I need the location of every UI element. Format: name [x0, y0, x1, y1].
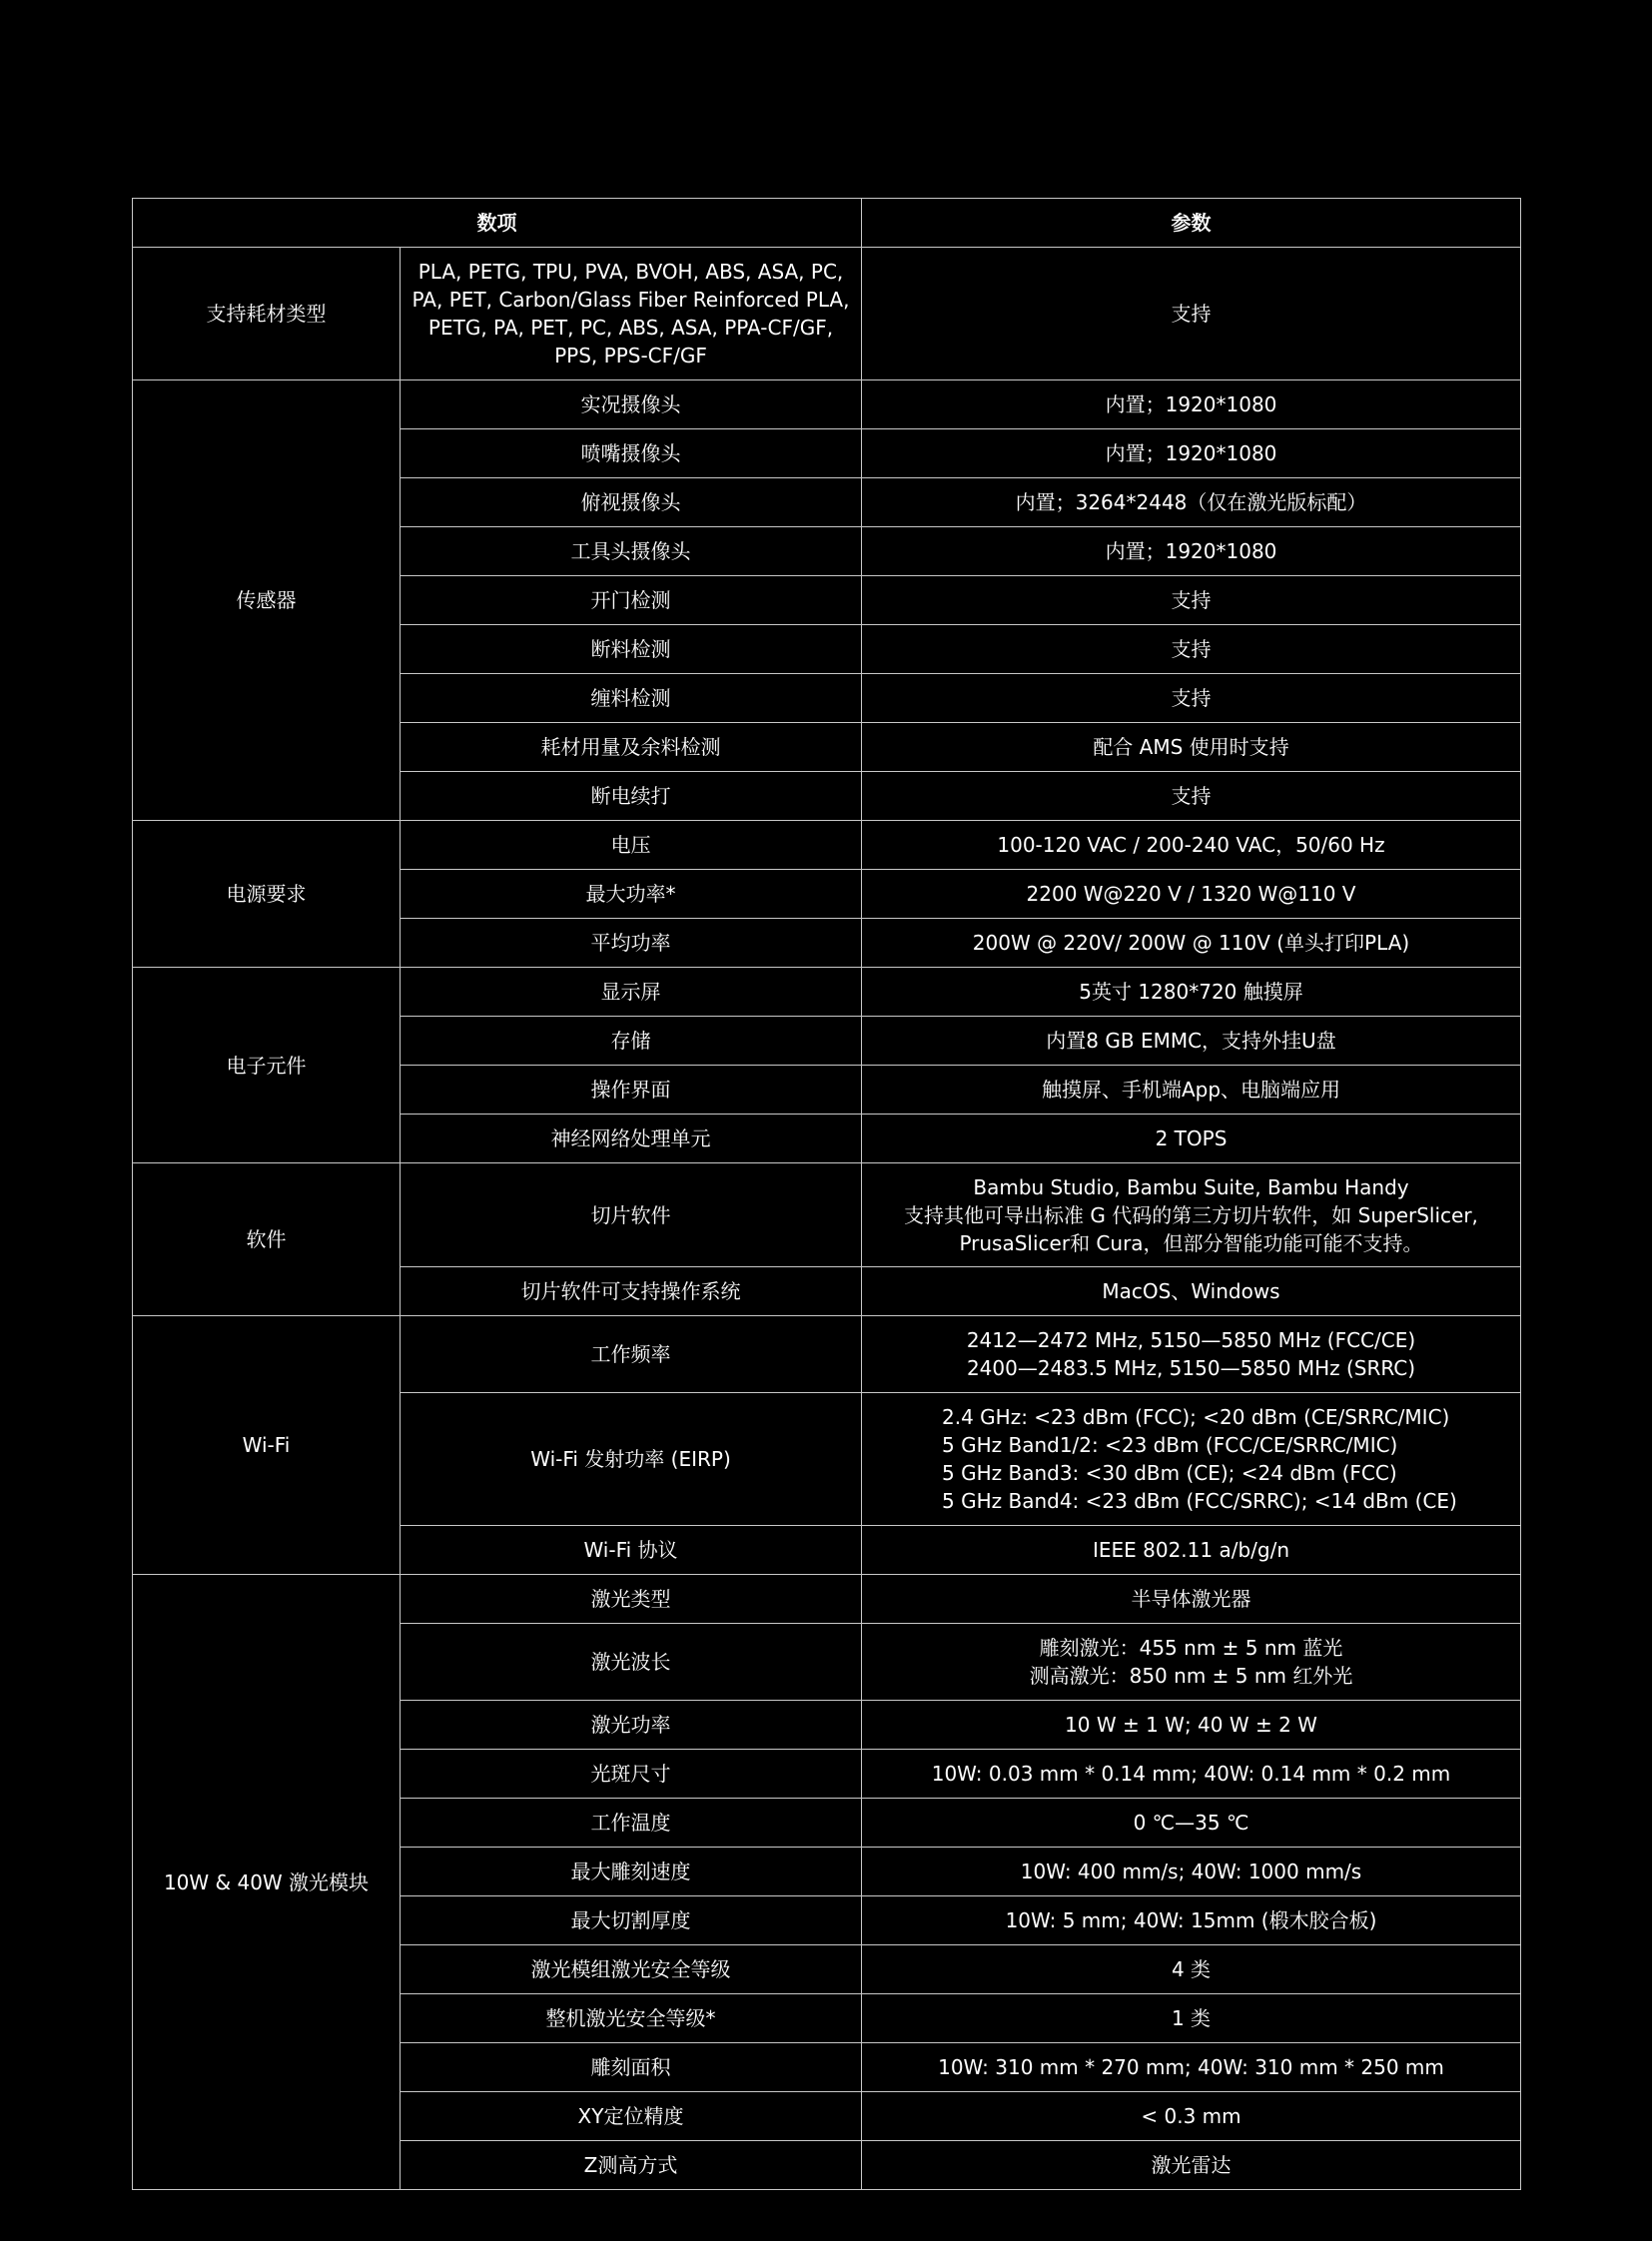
category-cell-sensors: 传感器	[133, 380, 401, 821]
value-cell: 4 类	[862, 1945, 1521, 1994]
category-cell-wifi: Wi-Fi	[133, 1316, 401, 1575]
item-cell: 最大功率*	[401, 870, 862, 919]
item-cell: 最大雕刻速度	[401, 1848, 862, 1896]
value-cell: 激光雷达	[862, 2141, 1521, 2190]
item-cell: 俯视摄像头	[401, 478, 862, 527]
header-param: 参数	[862, 199, 1521, 248]
category-cell-software: 软件	[133, 1163, 401, 1316]
item-cell: 激光功率	[401, 1701, 862, 1750]
category-cell-power: 电源要求	[133, 821, 401, 968]
value-cell: 2200 W@220 V / 1320 W@110 V	[862, 870, 1521, 919]
table-row	[133, 1575, 1521, 1624]
value-cell: 10W: 0.03 mm * 0.14 mm; 40W: 0.14 mm * 0.2 mm	[862, 1750, 1521, 1799]
item-cell: 光斑尺寸	[401, 1750, 862, 1799]
item-cell: 耗材用量及余料检测	[401, 723, 862, 772]
value-cell: 内置；3264*2448（仅在激光版标配）	[862, 478, 1521, 527]
value-cell: < 0.3 mm	[862, 2092, 1521, 2141]
value-cell: 支持	[862, 625, 1521, 674]
value-cell: 10 W ± 1 W; 40 W ± 2 W	[862, 1701, 1521, 1750]
header-item: 数项	[133, 199, 862, 248]
value-cell	[862, 1393, 1521, 1526]
item-cell: Wi-Fi 发射功率 (EIRP)	[401, 1393, 862, 1526]
table-row	[133, 380, 1521, 429]
item-cell: 缠料检测	[401, 674, 862, 723]
value-cell: 支持	[862, 674, 1521, 723]
item-cell: 激光类型	[401, 1575, 862, 1624]
item-cell: 平均功率	[401, 919, 862, 968]
value-cell: 配合 AMS 使用时支持	[862, 723, 1521, 772]
value-cell: 5英寸 1280*720 触摸屏	[862, 968, 1521, 1017]
table-row	[133, 968, 1521, 1017]
value-cell: 支持	[862, 576, 1521, 625]
value-cell: 内置8 GB EMMC，支持外挂U盘	[862, 1017, 1521, 1066]
item-cell: 雕刻面积	[401, 2043, 862, 2092]
value-cell: 内置；1920*1080	[862, 380, 1521, 429]
item-cell: 喷嘴摄像头	[401, 429, 862, 478]
table-row	[133, 248, 1521, 380]
item-cell: 断电续打	[401, 772, 862, 821]
value-cell: 半导体激光器	[862, 1575, 1521, 1624]
value-cell: 10W: 310 mm * 270 mm; 40W: 310 mm * 250 mm	[862, 2043, 1521, 2092]
table-header-row	[133, 199, 1521, 248]
item-cell: 开门检测	[401, 576, 862, 625]
value-cell: 200W @ 220V/ 200W @ 110V (单头打印PLA)	[862, 919, 1521, 968]
value-cell: 触摸屏、手机端App、电脑端应用	[862, 1066, 1521, 1115]
wifi-power-text: 2.4 GHz: <23 dBm (FCC); <20 dBm (CE/SRRC/MIC) 5 GHz Band1/2: <23 dBm (FCC/CE/SRRC/MIC) 5 GHz Band3: <30 dBm (CE); <24 dBm (FCC) 5 GHz Band4: <23 dBm (FCC/SRRC); <14 dBm (CE)	[942, 1405, 1457, 1513]
table-row	[133, 821, 1521, 870]
item-cell: 实况摄像头	[401, 380, 862, 429]
value-cell: 10W: 400 mm/s; 40W: 1000 mm/s	[862, 1848, 1521, 1896]
value-cell: 内置；1920*1080	[862, 527, 1521, 576]
value-cell: Bambu Studio, Bambu Suite, Bambu Handy 支持其他可导出标准 G 代码的第三方切片软件，如 SuperSlicer, PrusaSlicer和 Cura，但部分智能功能可能不支持。	[862, 1163, 1521, 1267]
value-cell: 2 TOPS	[862, 1115, 1521, 1163]
spec-table	[132, 198, 1521, 2190]
item-cell: XY定位精度	[401, 2092, 862, 2141]
item-cell: 显示屏	[401, 968, 862, 1017]
value-cell: 支持	[862, 248, 1521, 380]
value-cell: 内置；1920*1080	[862, 429, 1521, 478]
value-cell: 10W: 5 mm; 40W: 15mm (椴木胶合板)	[862, 1896, 1521, 1945]
item-cell: 断料检测	[401, 625, 862, 674]
value-cell: 支持	[862, 772, 1521, 821]
value-cell: 2412—2472 MHz, 5150—5850 MHz (FCC/CE) 2400—2483.5 MHz, 5150—5850 MHz (SRRC)	[862, 1316, 1521, 1393]
item-cell: 电压	[401, 821, 862, 870]
item-cell: 神经网络处理单元	[401, 1115, 862, 1163]
item-cell: Wi-Fi 协议	[401, 1526, 862, 1575]
item-cell: 最大切割厚度	[401, 1896, 862, 1945]
item-cell: Z测高方式	[401, 2141, 862, 2190]
item-cell: PLA, PETG, TPU, PVA, BVOH, ABS, ASA, PC, PA, PET, Carbon/Glass Fiber Reinforced PLA, PETG, PA, PET, PC, ABS, ASA, PPA-CF/GF, PPS, PPS-CF/GF	[401, 248, 862, 380]
value-cell: 1 类	[862, 1994, 1521, 2043]
value-cell: 100-120 VAC / 200-240 VAC，50/60 Hz	[862, 821, 1521, 870]
item-cell: 激光模组激光安全等级	[401, 1945, 862, 1994]
category-cell-filament: 支持耗材类型	[133, 248, 401, 380]
table-row	[133, 1316, 1521, 1393]
value-cell: MacOS、Windows	[862, 1267, 1521, 1316]
item-cell: 整机激光安全等级*	[401, 1994, 862, 2043]
category-cell-electronics: 电子元件	[133, 968, 401, 1163]
item-cell: 切片软件可支持操作系统	[401, 1267, 862, 1316]
item-cell: 工作温度	[401, 1799, 862, 1848]
value-cell: 0 ℃—35 ℃	[862, 1799, 1521, 1848]
table-row	[133, 1163, 1521, 1267]
item-cell: 工具头摄像头	[401, 527, 862, 576]
item-cell: 工作频率	[401, 1316, 862, 1393]
item-cell: 激光波长	[401, 1624, 862, 1701]
value-cell: 雕刻激光：455 nm ± 5 nm 蓝光 测高激光：850 nm ± 5 nm 红外光	[862, 1624, 1521, 1701]
item-cell: 存储	[401, 1017, 862, 1066]
item-cell: 操作界面	[401, 1066, 862, 1115]
value-cell: IEEE 802.11 a/b/g/n	[862, 1526, 1521, 1575]
category-cell-laser: 10W & 40W 激光模块	[133, 1575, 401, 2190]
item-cell: 切片软件	[401, 1163, 862, 1267]
